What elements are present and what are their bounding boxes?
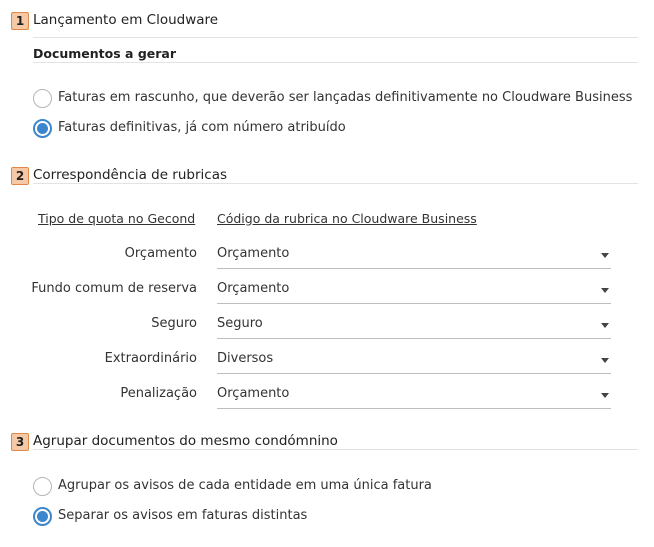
divider <box>33 183 638 184</box>
rubric-select-value[interactable]: Orçamento <box>217 386 290 401</box>
caret-down-icon[interactable] <box>601 323 609 328</box>
column-header-quota-type: Tipo de quota no Gecond <box>38 211 196 226</box>
section-number-badge: 2 <box>11 167 29 185</box>
section-title: Lançamento em Cloudware <box>33 12 219 28</box>
radio-label[interactable]: Faturas definitivas, já com número atribuído <box>58 120 346 135</box>
rubric-select-value[interactable]: Diversos <box>217 351 274 366</box>
row-label: Orçamento <box>124 246 197 261</box>
section-number-badge: 3 <box>11 433 29 451</box>
rubric-select-value[interactable]: Seguro <box>217 316 263 331</box>
row-label: Penalização <box>120 386 197 401</box>
caret-down-icon[interactable] <box>601 288 609 293</box>
rubric-select-value[interactable]: Orçamento <box>217 281 290 296</box>
radio-label[interactable]: Separar os avisos em faturas distintas <box>58 508 308 523</box>
divider <box>33 37 638 38</box>
section-title: Agrupar documentos do mesmo condómnino <box>33 433 338 449</box>
radio-separate-invoices[interactable] <box>33 507 52 526</box>
radio-label[interactable]: Agrupar os avisos de cada entidade em uma única fatura <box>58 478 432 493</box>
subsection-title: Documentos a gerar <box>33 46 177 61</box>
radio-final-invoices[interactable] <box>33 119 52 138</box>
row-label: Fundo comum de reserva <box>31 281 197 296</box>
select-underline <box>217 268 611 269</box>
column-header-rubric-code: Código da rubrica no Cloudware Business <box>217 211 477 226</box>
row-label: Seguro <box>151 316 197 331</box>
rubric-select-value[interactable]: Orçamento <box>217 246 290 261</box>
divider <box>33 62 638 63</box>
radio-group-invoices[interactable] <box>33 477 52 496</box>
select-underline <box>217 373 611 374</box>
caret-down-icon[interactable] <box>601 393 609 398</box>
radio-draft-invoices[interactable] <box>33 89 52 108</box>
section-title: Correspondência de rubricas <box>33 167 228 183</box>
row-label: Extraordinário <box>104 351 197 366</box>
caret-down-icon[interactable] <box>601 253 609 258</box>
radio-label[interactable]: Faturas em rascunho, que deverão ser lançadas definitivamente no Cloudware Business <box>58 90 633 105</box>
select-underline <box>217 338 611 339</box>
section-number-badge: 1 <box>11 12 29 30</box>
select-underline <box>217 408 611 409</box>
divider <box>33 449 638 450</box>
select-underline <box>217 303 611 304</box>
caret-down-icon[interactable] <box>601 358 609 363</box>
